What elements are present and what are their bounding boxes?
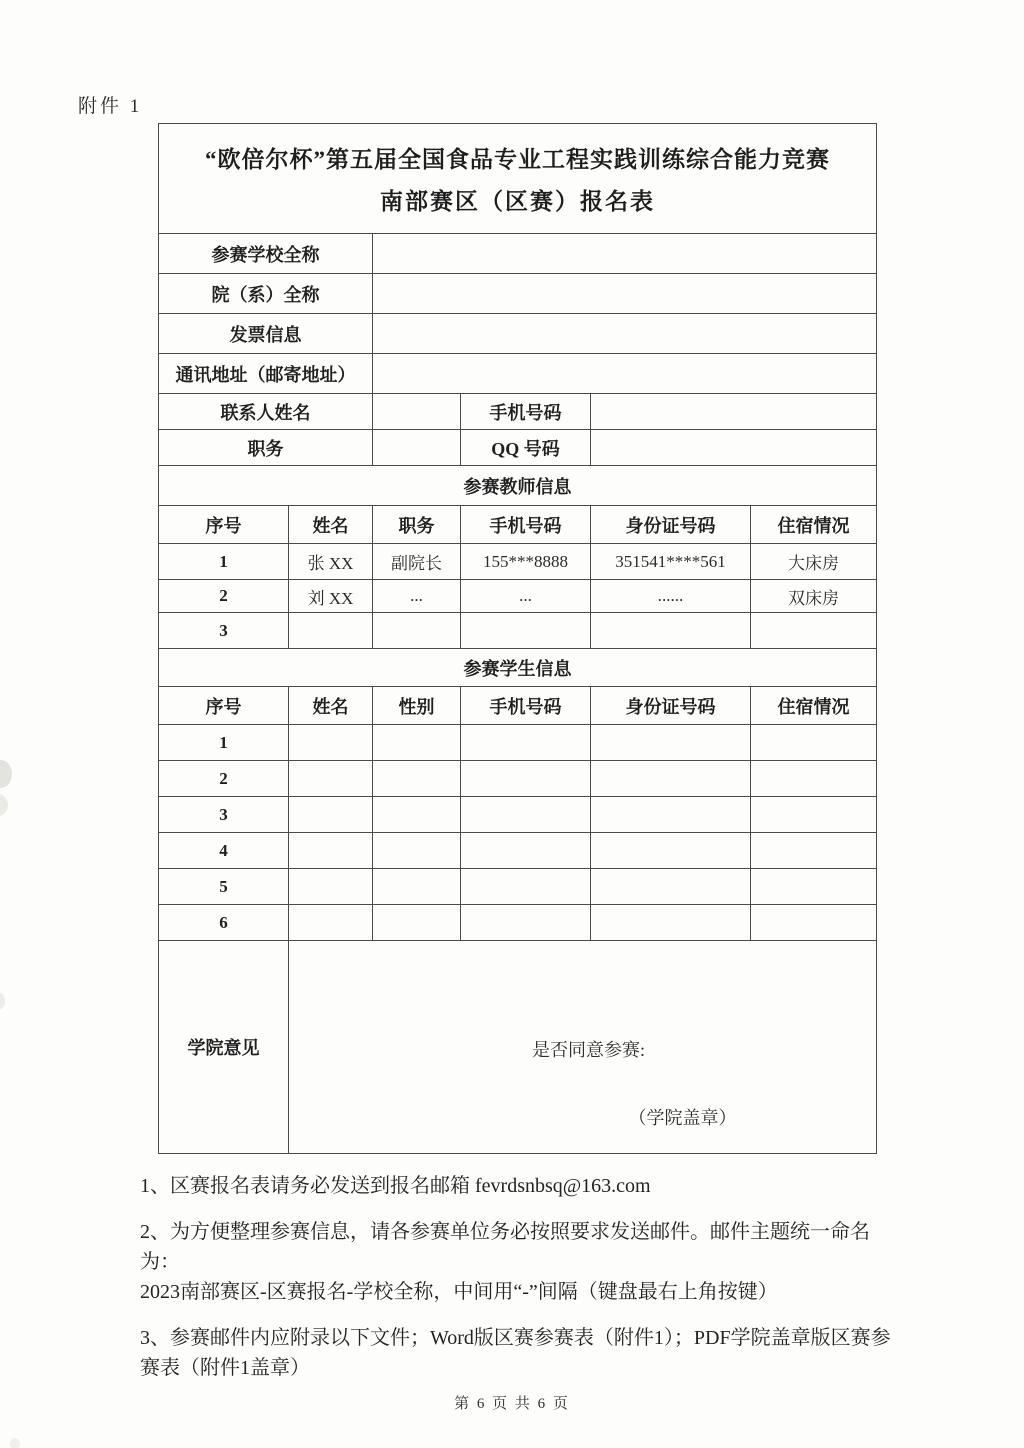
field-label-mailing-address: 通讯地址（邮寄地址） xyxy=(159,354,373,394)
student-gender xyxy=(373,833,461,869)
field-input-school-name xyxy=(373,234,877,274)
teacher-name: 张 XX xyxy=(289,544,373,580)
notes-block xyxy=(140,1171,900,1399)
student-id xyxy=(591,725,751,761)
note-3 xyxy=(140,1323,900,1383)
teacher-position xyxy=(373,613,461,649)
scan-artifact xyxy=(0,993,5,1009)
col-header-student-housing: 住宿情况 xyxy=(751,687,877,725)
col-header-student-id: 身份证号码 xyxy=(591,687,751,725)
field-input-position xyxy=(373,430,461,466)
teacher-no: 3 xyxy=(159,613,289,649)
teacher-row xyxy=(159,544,877,580)
student-housing xyxy=(751,833,877,869)
teacher-name: 刘 XX xyxy=(289,580,373,613)
student-phone xyxy=(461,797,591,833)
col-header-student-phone: 手机号码 xyxy=(461,687,591,725)
field-input-invoice xyxy=(373,314,877,354)
student-id xyxy=(591,797,751,833)
student-housing xyxy=(751,869,877,905)
opinion-stamp-label: （学院盖章） xyxy=(628,1108,737,1128)
scan-artifact xyxy=(10,1438,20,1448)
note-line: 2、为方便整理参赛信息，请各参赛单位务必按照要求发送邮件。邮件主题统一命名为： xyxy=(140,1221,870,1273)
student-name xyxy=(289,869,373,905)
student-housing xyxy=(751,761,877,797)
student-no: 1 xyxy=(159,725,289,761)
student-id xyxy=(591,833,751,869)
note-line: 1、区赛报名表请务必发送到报名邮箱 fevrdsnbsq@163.com xyxy=(140,1175,651,1197)
student-housing xyxy=(751,725,877,761)
student-row xyxy=(159,725,877,761)
student-gender xyxy=(373,761,461,797)
section-title-students: 参赛学生信息 xyxy=(159,649,877,687)
student-name xyxy=(289,797,373,833)
opinion-content-cell xyxy=(289,941,877,1154)
field-label-contact-phone: 手机号码 xyxy=(461,394,591,430)
student-housing xyxy=(751,797,877,833)
col-header-teacher-phone: 手机号码 xyxy=(461,506,591,544)
student-phone xyxy=(461,761,591,797)
student-name xyxy=(289,725,373,761)
teacher-no: 2 xyxy=(159,580,289,613)
attachment-label: 附件 1 xyxy=(78,96,143,117)
student-phone xyxy=(461,725,591,761)
field-input-contact-phone xyxy=(591,394,877,430)
student-id xyxy=(591,869,751,905)
student-no: 4 xyxy=(159,833,289,869)
col-header-student-no: 序号 xyxy=(159,687,289,725)
registration-form-table xyxy=(158,123,877,1154)
field-label-department: 院（系）全称 xyxy=(159,274,373,314)
opinion-consent-label: 是否同意参赛: xyxy=(532,1040,646,1060)
scan-artifact xyxy=(0,760,12,788)
teacher-position: 副院长 xyxy=(373,544,461,580)
student-no: 2 xyxy=(159,761,289,797)
student-id xyxy=(591,905,751,941)
student-name xyxy=(289,761,373,797)
note-1 xyxy=(140,1171,900,1201)
col-header-teacher-no: 序号 xyxy=(159,506,289,544)
student-housing xyxy=(751,905,877,941)
teacher-housing: 大床房 xyxy=(751,544,877,580)
col-header-teacher-housing: 住宿情况 xyxy=(751,506,877,544)
field-input-department xyxy=(373,274,877,314)
student-row xyxy=(159,869,877,905)
student-no: 5 xyxy=(159,869,289,905)
col-header-teacher-position: 职务 xyxy=(373,506,461,544)
student-name xyxy=(289,905,373,941)
col-header-teacher-name: 姓名 xyxy=(289,506,373,544)
teacher-phone: 155***8888 xyxy=(461,544,591,580)
field-label-position: 职务 xyxy=(159,430,373,466)
student-name xyxy=(289,833,373,869)
section-title-teachers: 参赛教师信息 xyxy=(159,466,877,506)
student-id xyxy=(591,761,751,797)
teacher-phone: ... xyxy=(461,580,591,613)
form-title-line2: 南部赛区（区赛）报名表 xyxy=(380,189,656,214)
note-line: 2023南部赛区-区赛报名-学校全称，中间用“-”间隔（键盘最右上角按键） xyxy=(140,1281,778,1303)
student-phone xyxy=(461,869,591,905)
scan-artifact xyxy=(0,794,8,816)
page-number: 第 6 页 共 6 页 xyxy=(454,1396,570,1412)
student-gender xyxy=(373,797,461,833)
student-row xyxy=(159,905,877,941)
col-header-student-name: 姓名 xyxy=(289,687,373,725)
field-label-qq: QQ 号码 xyxy=(461,430,591,466)
col-header-teacher-id: 身份证号码 xyxy=(591,506,751,544)
teacher-housing xyxy=(751,613,877,649)
teacher-id: 351541****561 xyxy=(591,544,751,580)
opinion-label: 学院意见 xyxy=(159,941,289,1154)
note-2 xyxy=(140,1217,900,1307)
teacher-row xyxy=(159,580,877,613)
teacher-id xyxy=(591,613,751,649)
field-input-mailing-address xyxy=(373,354,877,394)
student-row xyxy=(159,761,877,797)
student-gender xyxy=(373,869,461,905)
teacher-position: ... xyxy=(373,580,461,613)
note-line: 赛表（附件1盖章） xyxy=(140,1357,310,1379)
student-row xyxy=(159,797,877,833)
student-gender xyxy=(373,725,461,761)
teacher-id: ...... xyxy=(591,580,751,613)
field-input-contact-name xyxy=(373,394,461,430)
student-phone xyxy=(461,833,591,869)
teacher-housing: 双床房 xyxy=(751,580,877,613)
field-label-contact-name: 联系人姓名 xyxy=(159,394,373,430)
teacher-phone xyxy=(461,613,591,649)
field-input-qq xyxy=(591,430,877,466)
teacher-name xyxy=(289,613,373,649)
teacher-row xyxy=(159,613,877,649)
field-label-school-name: 参赛学校全称 xyxy=(159,234,373,274)
form-title-line1: “欧倍尔杯”第五届全国食品专业工程实践训练综合能力竞赛 xyxy=(205,147,831,172)
student-phone xyxy=(461,905,591,941)
col-header-student-gender: 性别 xyxy=(373,687,461,725)
teacher-no: 1 xyxy=(159,544,289,580)
note-line: 3、参赛邮件内应附录以下文件；Word版区赛参赛表（附件1）；PDF学院盖章版区赛参 xyxy=(140,1327,891,1349)
student-no: 3 xyxy=(159,797,289,833)
student-no: 6 xyxy=(159,905,289,941)
field-label-invoice: 发票信息 xyxy=(159,314,373,354)
student-gender xyxy=(373,905,461,941)
form-title xyxy=(159,124,877,234)
student-row xyxy=(159,833,877,869)
